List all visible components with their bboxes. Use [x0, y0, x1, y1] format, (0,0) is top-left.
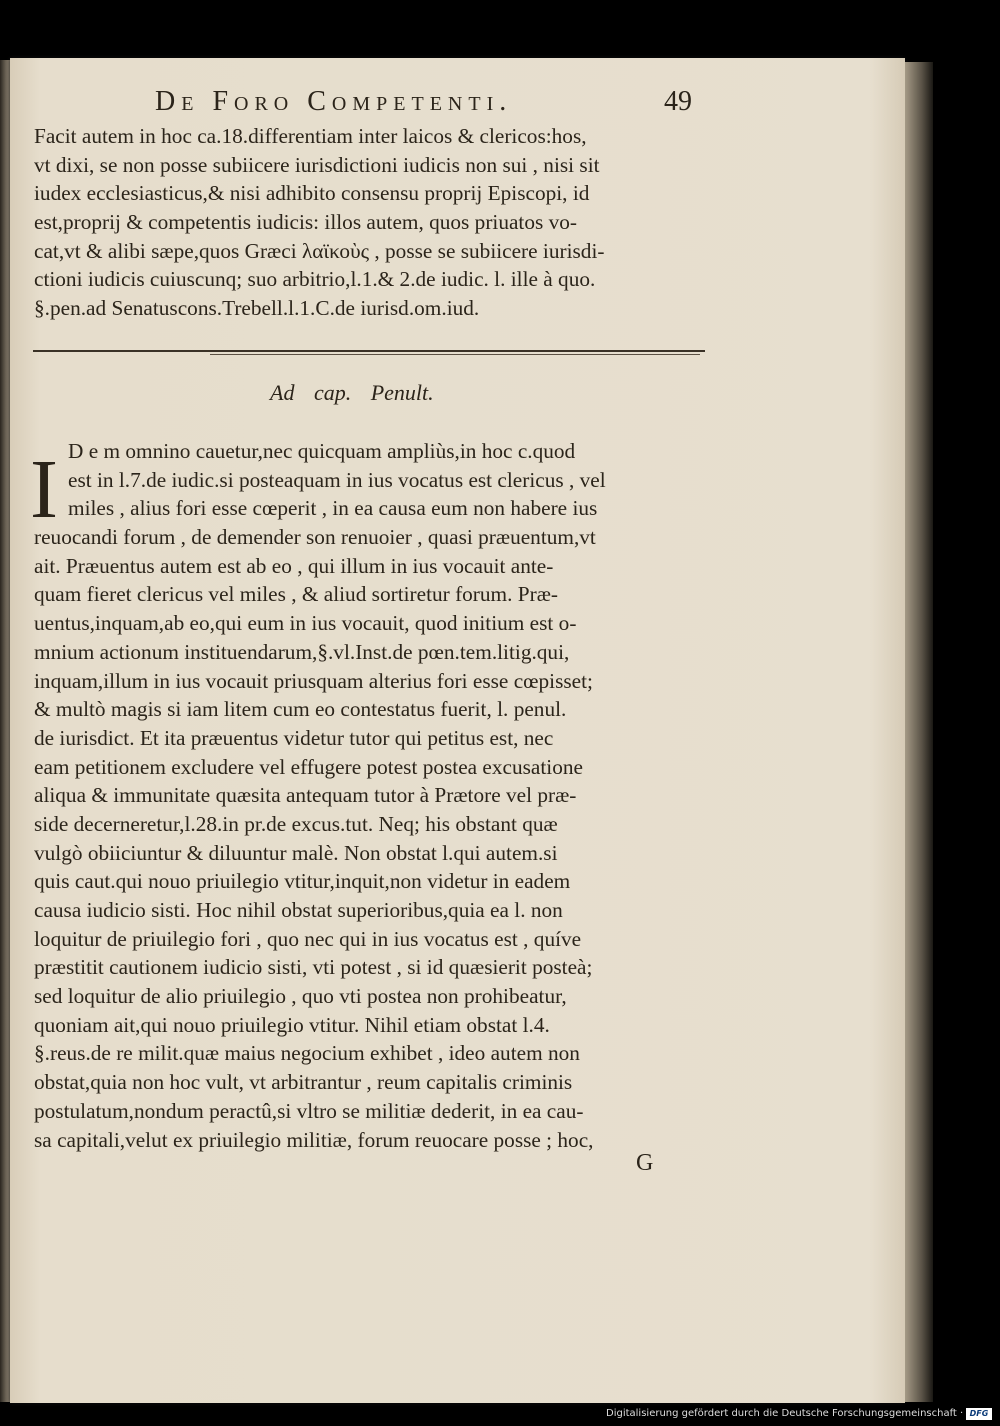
- paragraph-main: [34, 437, 714, 1154]
- book-spine-shadow: [0, 60, 10, 1402]
- text-line: miles , alius fori esse cœperit , in ea causa eum non habere ius: [68, 496, 598, 521]
- section-divider: [33, 350, 705, 352]
- text-line: & multò magis si iam litem cum eo contestatus fuerit, l. penul.: [34, 697, 567, 722]
- page-edge-shadow: [905, 62, 933, 1402]
- drop-cap: I: [30, 443, 58, 536]
- running-head: De Foro Competenti.: [155, 86, 513, 117]
- text-line: side decerneretur,l.28.in pr.de excus.tut. Neq; his obstant quæ: [34, 811, 558, 836]
- section-title: Ad cap. Penult.: [270, 380, 434, 405]
- text-line: §.pen.ad Senatuscons.Trebell.l.1.C.de iurisd.om.iud.: [34, 296, 480, 321]
- text-line: quam fieret clericus vel miles , & aliud sortiretur forum. Præ-: [34, 582, 558, 607]
- text-line: postulatum,nondum peractû,si vltro se militiæ dederit, in ea cau-: [34, 1098, 584, 1123]
- text-line: inquam,illum in ius vocauit priusquam alterius fori esse cœpisset;: [34, 668, 593, 693]
- signature-mark: G: [636, 1150, 654, 1176]
- text-line: iudex ecclesiasticus,& nisi adhibito consensu proprij Episcopi, id: [34, 181, 590, 206]
- text-line: loquitur de priuilegio fori , quo nec qui in ius vocatus est , quíve: [34, 926, 582, 951]
- text-line: quis caut.qui nouo priuilegio vtitur,inquit,non videtur in eadem: [34, 869, 571, 894]
- text-line: obstat,quia non hoc vult, vt arbitrantur , reum capitalis criminis: [34, 1070, 573, 1095]
- paragraph-continued: [34, 122, 714, 323]
- text-line: cat,vt & alibi sæpe,quos Græci λαϊκοὺς , posse se subiicere iurisdi-: [34, 238, 605, 263]
- text-line: est in l.7.de iudic.si posteaquam in ius vocatus est clericus , vel: [68, 467, 606, 492]
- text-line: sed loquitur de alio priuilegio , quo vti postea non prohibeatur,: [34, 984, 567, 1009]
- text-line: est,proprij & competentis iudicis: illos autem, quos priuatos vo-: [34, 210, 577, 235]
- text-line: reuocandi forum , de demender son renuoier , quasi præuentum,vt: [34, 525, 596, 550]
- text-line: mnium actionum instituendarum,§.vl.Inst.de pœn.tem.litig.qui,: [34, 639, 570, 664]
- section-divider-secondary: [210, 354, 700, 355]
- text-line: vt dixi, se non posse subiicere iurisdictioni iudicis non sui , nisi sit: [34, 152, 600, 177]
- text-line: causa iudicio sisti. Hoc nihil obstat superioribus,quia ea l. non: [34, 898, 563, 922]
- text-line: quoniam ait,qui nouo priuilegio vtitur. Nihil etiam obstat l.4.: [34, 1012, 550, 1037]
- text-line: Facit autem in hoc ca.18.differentiam inter laicos & clericos:hos,: [34, 124, 587, 148]
- dfg-logo: DFG: [966, 1408, 992, 1420]
- text-line: de iurisdict. Et ita præuentus videtur tutor qui petitus est, nec: [34, 725, 554, 750]
- text-line: ait. Præuentus autem est ab eo , qui illum in ius vocauit ante-: [34, 553, 554, 578]
- text-line: præstitit cautionem iudicio sisti, vti potest , si id quæsierit posteà;: [34, 955, 593, 980]
- text-line: vulgò obiiciuntur & diluuntur malè. Non obstat l.qui autem.si: [34, 840, 558, 865]
- text-line: D e m omnino cauetur,nec quicquam ampliùs,in hoc c.quod: [68, 439, 576, 463]
- text-line: §.reus.de re milit.quæ maius negocium exhibet , ideo autem non: [34, 1041, 580, 1066]
- text-line: aliqua & immunitate quæsita antequam tutor à Prætore vel præ-: [34, 783, 577, 808]
- text-line: uentus,inquam,ab eo,qui eum in ius vocauit, quod initium est o-: [34, 611, 577, 636]
- text-line: sa capitali,velut ex priuilegio militiæ, forum reuocare posse ; hoc,: [34, 1127, 594, 1152]
- text-line: eam petitionem excludere vel effugere potest postea excusatione: [34, 754, 583, 779]
- digitization-credit: Digitalisierung gefördert durch die Deutsche Forschungsgemeinschaft ·: [606, 1408, 964, 1419]
- text-line: ctioni iudicis cuiuscunq; suo arbitrio,l.1.& 2.de iudic. l. ille à quo.: [34, 267, 596, 292]
- page-number: 49: [664, 86, 692, 117]
